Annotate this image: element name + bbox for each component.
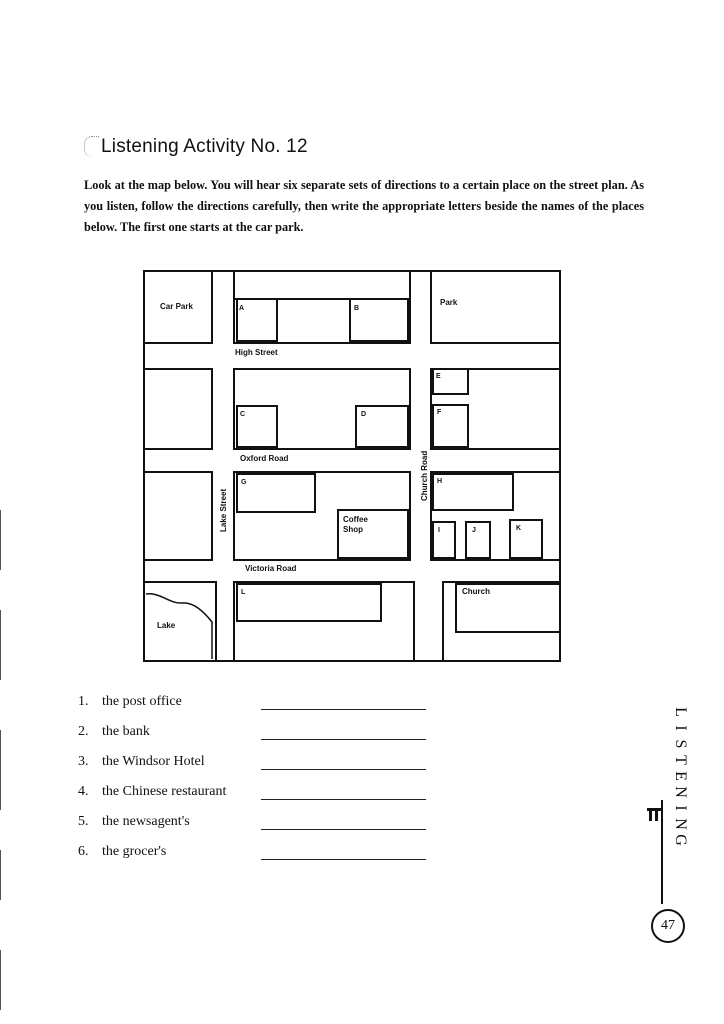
activity-title-text: Listening Activity No. 12 <box>101 136 308 157</box>
page-number: 47 <box>651 909 685 943</box>
label-park: Park <box>440 298 458 307</box>
building-k <box>510 520 542 558</box>
answer-blank-4[interactable] <box>261 799 426 800</box>
instructions-paragraph: Look at the map below. You will hear six separate sets of directions to a certain place on the street plan. As you listen, follow the directions carefully, then write the appropriate letters beside the names of the places below. The first one starts at the car park. <box>84 178 644 234</box>
margin-rule <box>0 510 1 570</box>
list-item <box>78 754 226 784</box>
item-number: 3. <box>78 754 89 769</box>
side-letter: N <box>672 786 689 798</box>
right-block-4 <box>443 582 560 661</box>
margin-rule <box>0 730 1 810</box>
left-block-2 <box>144 369 212 449</box>
margin-rule <box>0 610 1 680</box>
lake-block <box>144 582 216 661</box>
label-lake: Lake <box>157 621 176 630</box>
item-text: the Windsor Hotel <box>102 754 205 769</box>
answer-list <box>78 694 226 874</box>
letter-e: E <box>436 373 441 380</box>
list-item <box>78 694 226 724</box>
side-letter: G <box>672 834 689 846</box>
letter-k: K <box>516 525 522 532</box>
item-number: 6. <box>78 844 89 859</box>
item-text: the bank <box>102 724 150 739</box>
side-letter: L <box>672 707 689 717</box>
list-item <box>78 814 226 844</box>
park-block <box>431 271 560 343</box>
item-number: 1. <box>78 694 89 709</box>
right-block-2 <box>431 369 560 449</box>
label-high-street: High Street <box>235 348 278 357</box>
answer-blank-6[interactable] <box>261 859 426 860</box>
letter-j: J <box>472 527 476 534</box>
list-item <box>78 784 226 814</box>
label-oxford-road: Oxford Road <box>240 454 289 463</box>
victoria-road-text: Victoria Road <box>245 564 297 573</box>
list-item <box>78 844 226 874</box>
side-letter: E <box>672 771 689 781</box>
side-letter: S <box>672 739 689 749</box>
label-car-park: Car Park <box>160 302 193 311</box>
side-letter: T <box>672 755 689 765</box>
side-letter: I <box>672 805 689 811</box>
label-lake-street: Lake Street <box>219 488 228 532</box>
label-shop: Shop <box>343 525 363 534</box>
middle-block-3 <box>234 472 410 560</box>
list-item <box>78 724 226 754</box>
item-number: 2. <box>78 724 89 739</box>
item-text: the newsagent's <box>102 814 190 829</box>
answer-blank-1[interactable] <box>261 709 426 710</box>
item-text: the grocer's <box>102 844 167 859</box>
letter-d: D <box>361 411 367 418</box>
letter-h: H <box>437 478 443 485</box>
building-i <box>433 522 455 558</box>
left-block-3 <box>144 472 212 560</box>
margin-rule <box>0 850 1 900</box>
letter-f: F <box>437 409 442 416</box>
item-text: the Chinese restaurant <box>102 784 227 799</box>
building-h <box>433 474 513 510</box>
label-victoria-road <box>245 564 297 573</box>
label-church-road: Church Road <box>420 450 429 501</box>
section-tab-listening <box>668 704 692 848</box>
margin-rule <box>0 950 1 1010</box>
side-letter: N <box>672 818 689 830</box>
item-number: 5. <box>78 814 89 829</box>
building-g <box>237 474 315 512</box>
label-church: Church <box>462 587 490 596</box>
side-letter: I <box>672 725 689 731</box>
letter-b: B <box>354 305 360 312</box>
letter-i: I <box>438 527 440 534</box>
top-middle-block <box>234 271 410 343</box>
key-icon <box>661 800 663 904</box>
letter-g: G <box>241 479 247 486</box>
letter-a: A <box>239 305 245 312</box>
label-coffee: Coffee <box>343 515 368 524</box>
middle-block-2 <box>234 369 410 449</box>
letter-c: C <box>240 411 246 418</box>
answer-blank-3[interactable] <box>261 769 426 770</box>
item-number: 4. <box>78 784 89 799</box>
letter-l: L <box>241 589 246 596</box>
answer-blank-2[interactable] <box>261 739 426 740</box>
map-frame <box>144 271 560 661</box>
right-block-3 <box>431 472 560 560</box>
item-text: the post office <box>102 694 182 709</box>
building-l <box>237 584 381 621</box>
building-j <box>466 522 490 558</box>
lake-shoreline <box>146 594 212 659</box>
key-teeth-icon <box>647 808 661 825</box>
answer-blank-5[interactable] <box>261 829 426 830</box>
